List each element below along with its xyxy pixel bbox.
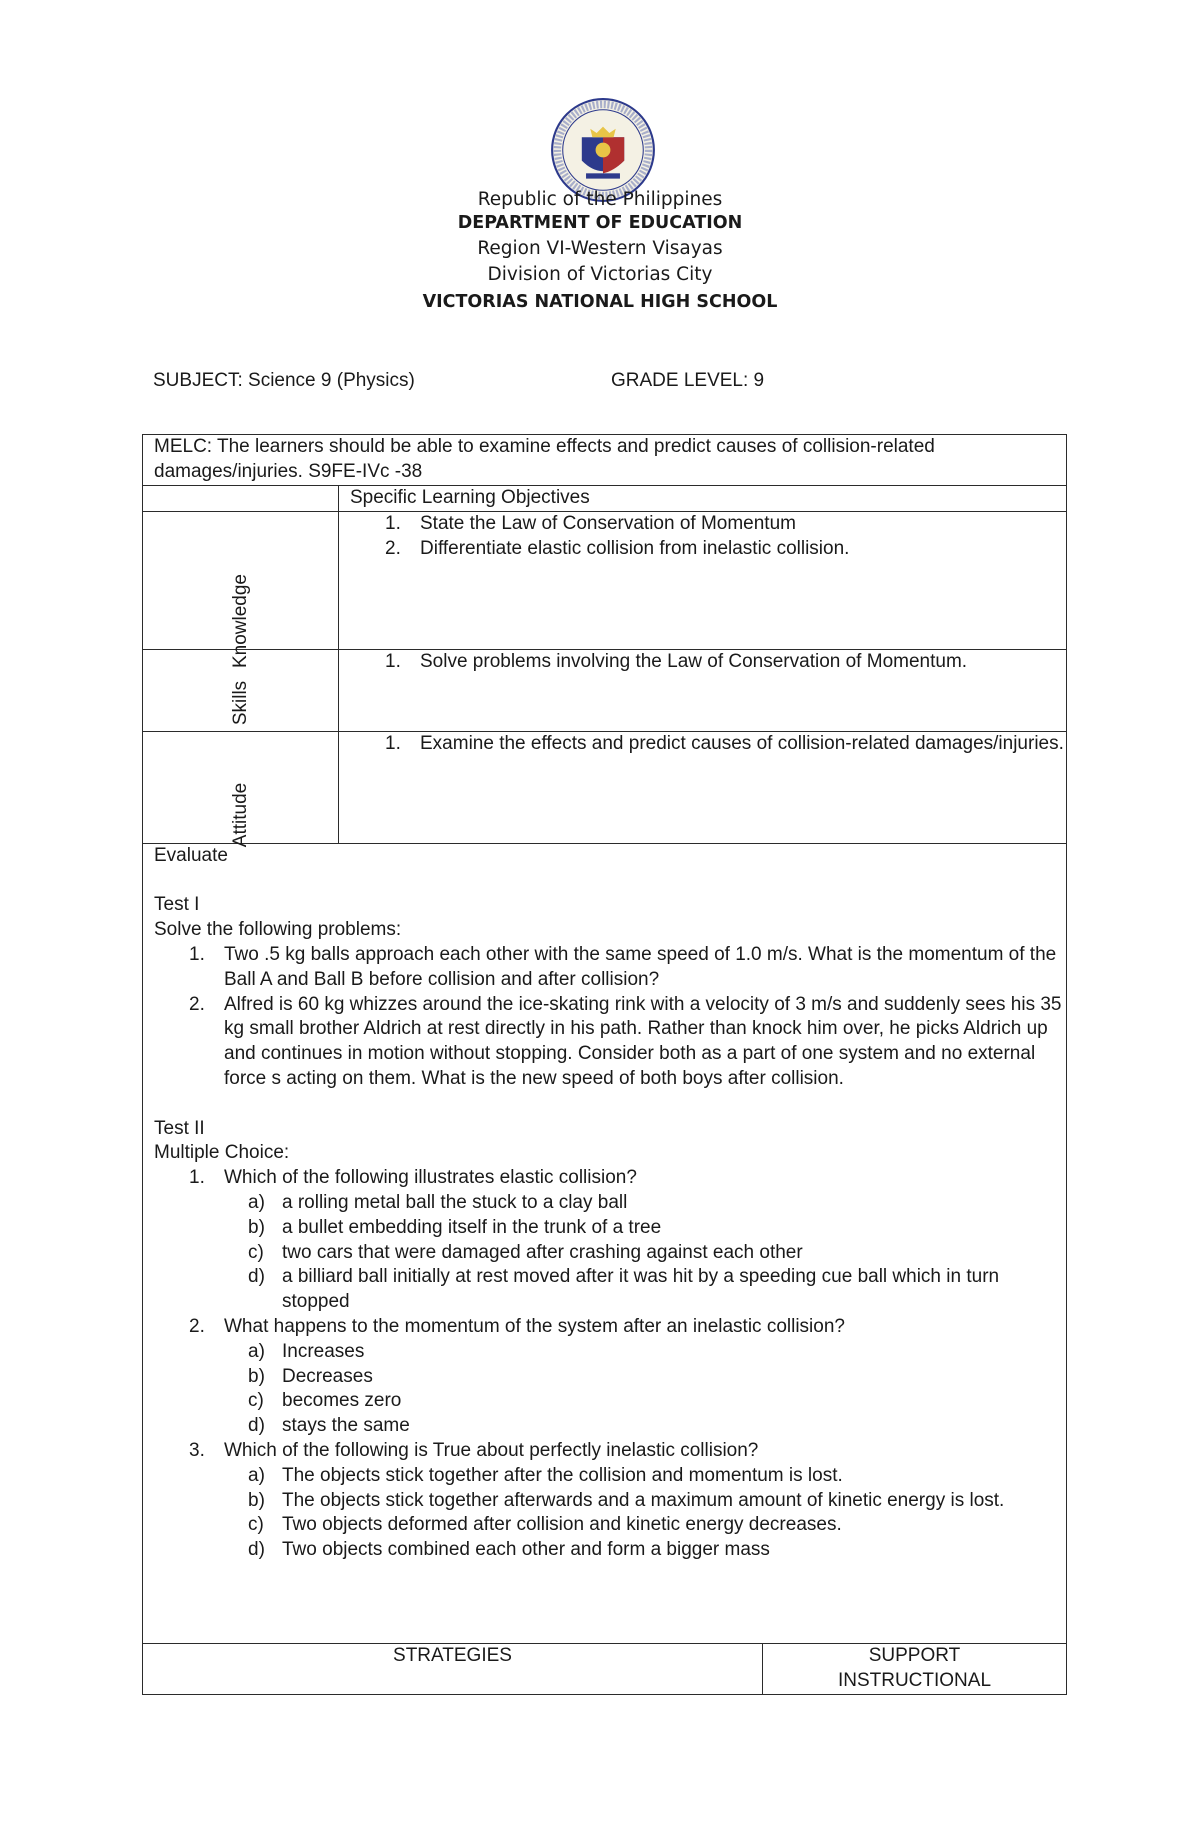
list-item: 2. Alfred is 60 kg whizzes around the ice-skating rink with a velocity of 3 m/s and suddenly sees his 35 kg small brother Aldrich at rest directly in his path. Rather than knock him over, he picks Aldrich up and continues in motion without stopping. Consider both as a part of one system and no external force s acting on them. What is the new speed of both boys after collision. (189, 993, 1062, 1089)
objectives-heading: Specific Learning Objectives (350, 487, 590, 508)
objectives-heading-cell (339, 486, 1067, 512)
domain-label: Knowledge (229, 573, 251, 668)
evaluate-cell (143, 843, 1067, 1643)
question-text: Which of the following is True about perfectly inelastic collision? (224, 1439, 759, 1461)
test2-question-list (154, 1166, 1066, 1191)
choice-list (154, 1191, 1066, 1315)
choice-list (154, 1464, 1066, 1563)
choice-text: Two objects deformed after collision and kinetic energy decreases. (282, 1514, 842, 1536)
support-cell (763, 1643, 1067, 1694)
choice-text: two cars that were damaged after crashing against each other (282, 1241, 803, 1263)
problem-text: Alfred is 60 kg whizzes around the ice-skating rink with a velocity of 3 m/s and suddenly sees his 35 kg small brother Aldrich at rest directly in his path. Rather than knock him over, he picks Aldrich up and continues in motion without stopping. Consider both as a part of one system and no external force s acting on them. What is the new speed of both boys after collision. (224, 993, 1062, 1089)
objective-text: Differentiate elastic collision from inelastic collision. (420, 537, 850, 559)
lesson-plan-table (142, 434, 1067, 1695)
choice-text: Increases (282, 1340, 365, 1362)
domain-label: Attitude (229, 782, 251, 848)
domain-label: Skills (229, 680, 251, 725)
test2-question-list (154, 1315, 1066, 1340)
test2-instruction: Multiple Choice: (154, 1142, 290, 1164)
melc-text: MELC: The learners should be able to examine effects and predict causes of collision-related damages/injuries. S9FE-IVc -38 (154, 436, 935, 482)
list-item: 2. Differentiate elastic collision from inelastic collision. (385, 537, 850, 559)
objective-text: State the Law of Conservation of Momentum (420, 512, 796, 534)
list-item: a) Increases (248, 1340, 365, 1362)
choice-text: The objects stick together after the collision and momentum is lost. (282, 1464, 843, 1486)
list-item: b) Decreases (248, 1365, 373, 1387)
strategies-cell (143, 1643, 763, 1694)
header-school: VICTORIAS NATIONAL HIGH SCHOOL (422, 292, 778, 312)
test1-title: Test I (154, 894, 200, 916)
choice-text: Two objects combined each other and form a bigger mass (282, 1539, 770, 1561)
attitude-objectives-cell (339, 731, 1067, 843)
question-text: Which of the following illustrates elastic collision? (224, 1167, 637, 1189)
list-item: 3. Which of the following is True about perfectly inelastic collision? (189, 1439, 759, 1461)
choice-text: a billiard ball initially at rest moved after it was hit by a speeding cue ball which in turn stopped (282, 1266, 1000, 1313)
list-item: c) Two objects deformed after collision and kinetic energy decreases. (248, 1514, 842, 1536)
support-heading-line1: SUPPORT (868, 1644, 961, 1666)
objective-text: Solve problems involving the Law of Conservation of Momentum. (420, 650, 968, 672)
test1-problem-list (154, 943, 1066, 1092)
choice-text: a rolling metal ball the stuck to a clay ball (282, 1191, 628, 1213)
domain-attitude-cell (143, 731, 339, 848)
melc-cell (143, 435, 1067, 486)
list-item: 1. Solve problems involving the Law of Conservation of Momentum. (385, 650, 968, 672)
list-item: 1. State the Law of Conservation of Momentum (385, 512, 796, 534)
support-heading-line2: INSTRUCTIONAL (837, 1669, 992, 1691)
list-item: d) Two objects combined each other and form a bigger mass (248, 1539, 770, 1561)
attitude-objective-list (350, 732, 1066, 757)
strategies-heading: STRATEGIES (393, 1644, 512, 1666)
evaluate-title: Evaluate (154, 844, 228, 866)
list-item: a) The objects stick together after the collision and momentum is lost. (248, 1464, 843, 1486)
test2-title: Test II (154, 1117, 205, 1139)
choice-text: The objects stick together afterwards and a maximum amount of kinetic energy is lost. (282, 1489, 1005, 1511)
list-item: c) becomes zero (248, 1390, 402, 1412)
choice-text: Decreases (282, 1365, 373, 1387)
domain-skills-cell (143, 649, 339, 731)
list-item: a) a rolling metal ball the stuck to a clay ball (248, 1191, 628, 1213)
subject-label: SUBJECT: Science 9 (Physics) (153, 370, 415, 391)
choice-text: a bullet embedding itself in the trunk of a tree (282, 1216, 662, 1238)
choice-list (154, 1340, 1066, 1439)
choice-text: becomes zero (282, 1390, 402, 1412)
objective-text: Examine the effects and predict causes of collision-related damages/injuries. (420, 732, 1064, 754)
test2-question-list (154, 1439, 1066, 1464)
list-item: c) two cars that were damaged after crashing against each other (248, 1241, 803, 1263)
list-item: b) The objects stick together afterwards and a maximum amount of kinetic energy is lost. (248, 1489, 1005, 1511)
knowledge-objective-list (350, 512, 1066, 562)
list-item: d) stays the same (248, 1415, 410, 1437)
choice-text: stays the same (282, 1415, 410, 1437)
list-item: 1. Two .5 kg balls approach each other with the same speed of 1.0 m/s. What is the momentum of the Ball A and Ball B before collision and after collision? (189, 943, 1057, 990)
domain-knowledge-cell (143, 511, 339, 668)
list-item: b) a bullet embedding itself in the trunk of a tree (248, 1216, 662, 1238)
question-text: What happens to the momentum of the system after an inelastic collision? (224, 1315, 845, 1337)
list-item: 1. Which of the following illustrates elastic collision? (189, 1167, 637, 1189)
test1-instruction: Solve the following problems: (154, 919, 402, 941)
header-department: DEPARTMENT OF EDUCATION (457, 213, 743, 233)
list-item: 1. Examine the effects and predict causes of collision-related damages/injuries. (385, 732, 1064, 754)
blank-header-cell (143, 486, 339, 512)
grade-level-label: GRADE LEVEL: 9 (611, 370, 765, 391)
skills-objective-list (350, 650, 1066, 675)
problem-text: Two .5 kg balls approach each other with the same speed of 1.0 m/s. What is the momentum of the Ball A and Ball B before collision and after collision? (224, 943, 1057, 990)
skills-objectives-cell (339, 649, 1067, 731)
header-republic: Republic of the Philippines (477, 189, 723, 210)
header-region: Region VI-Western Visayas (477, 238, 723, 259)
header-division: Division of Victorias City (487, 264, 713, 285)
list-item: 2. What happens to the momentum of the system after an inelastic collision? (189, 1315, 845, 1337)
list-item: d) a billiard ball initially at rest moved after it was hit by a speeding cue ball which in turn stopped (248, 1266, 1000, 1313)
knowledge-objectives-cell (339, 511, 1067, 649)
